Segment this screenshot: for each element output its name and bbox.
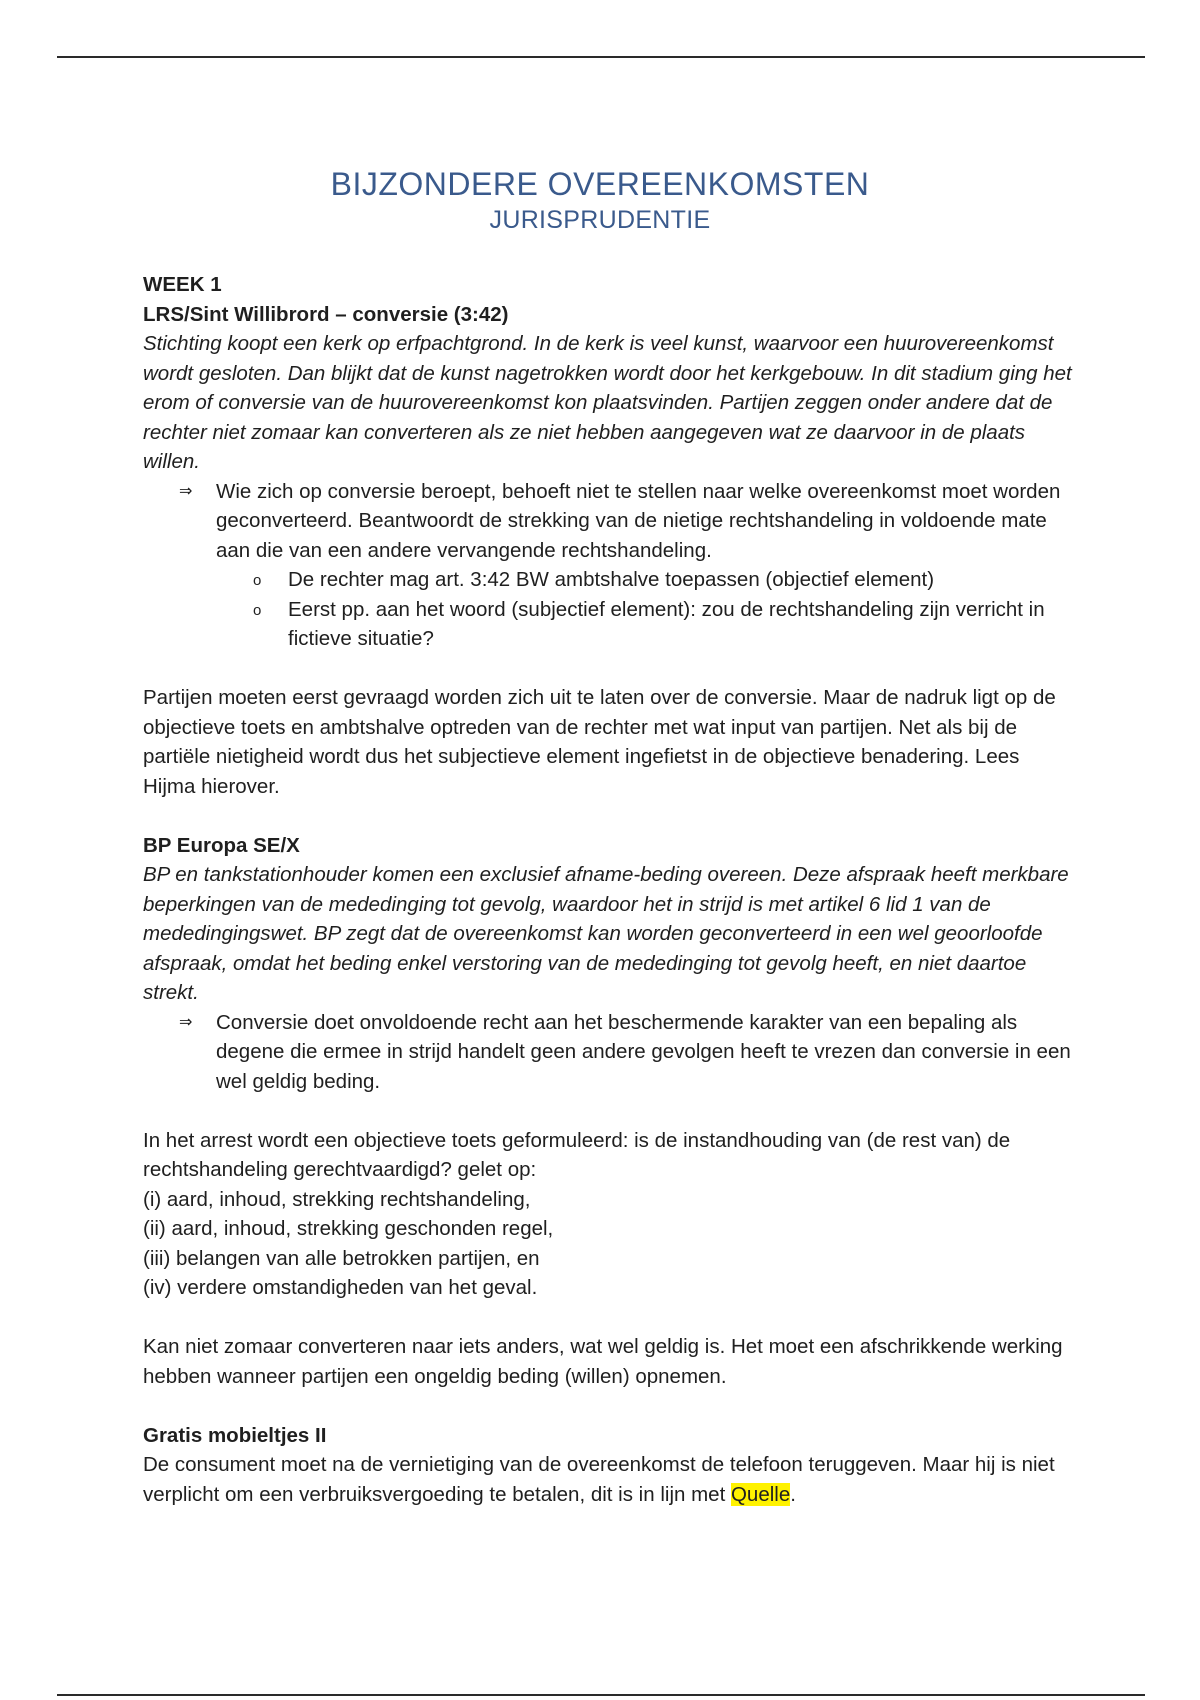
title-block [0,164,1200,236]
sub-point-text: Eerst pp. aan het woord (subjectief element): zou de rechtshandeling zijn verricht in fictieve situatie? [288,597,1045,650]
document-subtitle: JURISPRUDENTIE [489,206,711,234]
arrow-bullet-icon: ⇒ [179,482,193,500]
test-intro: In het arrest wordt een objectieve toets geformuleerd: is de instandhouding van (de rest van) de rechtshandeling gerechtvaardigd? gelet op: [143,1128,1011,1181]
arrow-point-text: Conversie doet onvoldoende recht aan het beschermende karakter van een bepaling als degene die ermee in strijd handelt geen andere gevolgen heeft te vrezen dan conversie in een wel geldig beding. [216,1010,1071,1093]
document-body [143,270,1073,1509]
case-text-gratis-end: . [790,1482,796,1506]
arrow-bullet-icon: ⇒ [179,1013,193,1031]
arrow-point-text: Wie zich op conversie beroept, behoeft niet te stellen naar welke overeenkomst moet worden geconverteerd. Beantwoordt de strekking van de nietige rechtshandeling in voldoende mate aan die van een andere vervangende rechtshandeling. [216,479,1061,562]
case-heading-bp: BP Europa SE/X [143,833,300,857]
arrow-point [143,1008,1073,1097]
footer-rule [57,1694,1145,1696]
case-note-bp: Kan niet zomaar converteren naar iets anders, wat wel geldig is. Het moet een afschrikkende werking hebben wanneer partijen een ongeldig beding (willen) opnemen. [143,1335,1063,1388]
case-heading-lrs: LRS/Sint Willibrord – conversie (3:42) [143,302,509,326]
case-heading-gratis: Gratis mobieltjes II [143,1423,327,1447]
test-item: (ii) aard, inhoud, strekking geschonden regel, [143,1217,554,1240]
document-title: BIJZONDERE OVEREENKOMSTEN [330,166,870,202]
case-text-gratis [143,1450,1073,1509]
case-facts-bp: BP en tankstationhouder komen een exclusief afname-beding overeen. Deze afspraak heeft merkbare beperkingen van de mededinging tot gevolg, waardoor het in strijd is met artikel 6 lid 1 van de mededingingswet. BP zegt dat de overeenkomst kan worden geconverteerd in een wel geoorloofde afspraak, omdat het beding enkel verstoring van de mededinging tot gevolg heeft, en niet daartoe strekt. [143,863,1069,1004]
sub-point-text: De rechter mag art. 3:42 BW ambtshalve toepassen (objectief element) [288,568,935,591]
test-item: (iii) belangen van alle betrokken partijen, en [143,1246,540,1270]
sub-point [143,595,1073,654]
circle-bullet-icon: o [253,601,262,619]
sub-point [143,565,1073,595]
week-heading: WEEK 1 [143,273,222,296]
case-note-lrs: Partijen moeten eerst gevraagd worden zich uit te laten over de conversie. Maar de nadruk ligt op de objectieve toets en ambtshalve optreden van de rechter met wat input van partijen. Net als bij de partiële nietigheid wordt dus het subjectieve element ingefietst in de objectieve benadering. Lees Hijma hierover. [143,686,1056,798]
case-text-gratis-body: De consument moet na de vernietiging van de overeenkomst de telefoon teruggeven. Maar hij is niet verplicht om een verbruiksvergoeding te betalen, dit is in lijn met [143,1453,1055,1506]
header-rule [57,56,1145,58]
test-item: (iv) verdere omstandigheden van het geval. [143,1276,538,1299]
test-item: (i) aard, inhoud, strekking rechtshandeling, [143,1187,531,1211]
case-facts-lrs: Stichting koopt een kerk op erfpachtgrond. In de kerk is veel kunst, waarvoor een huurovereenkomst wordt gesloten. Dan blijkt dat de kunst nagetrokken wordt door het kerkgebouw. In dit stadium ging het erom of conversie van de huurovereenkomst kon plaatsvinden. Partijen zeggen onder andere dat de rechter niet zomaar kan converteren als ze niet hebben aangegeven wat ze daarvoor in de plaats willen. [143,332,1072,473]
highlighted-reference: Quelle [730,1482,791,1506]
circle-bullet-icon: o [253,572,262,589]
arrow-point [143,477,1073,566]
